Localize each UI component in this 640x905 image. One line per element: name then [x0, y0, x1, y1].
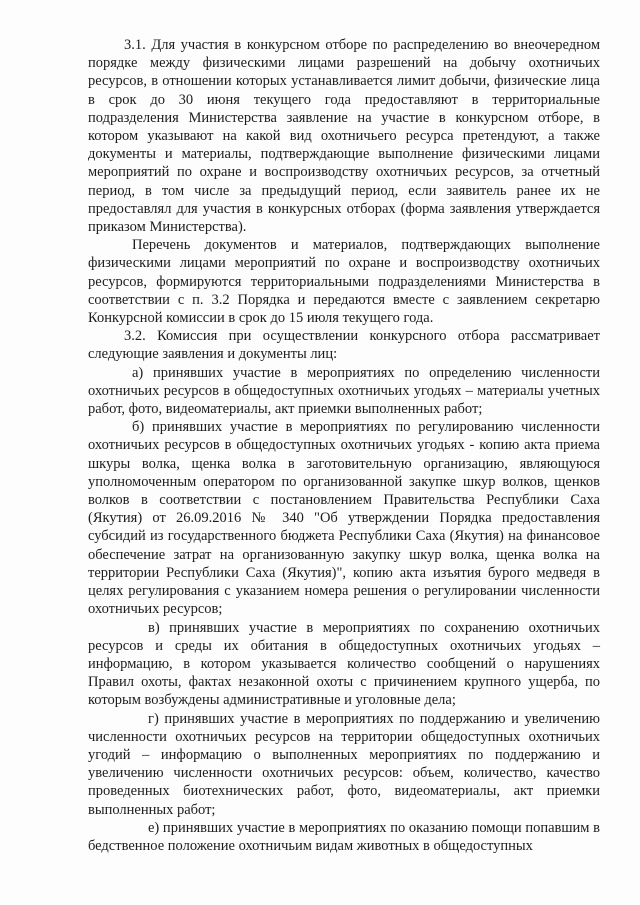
list-item-g: г) принявших участие в мероприятиях по поддержанию и увеличению численности охотничьих ресурсов на территории общедоступных охотничьих угодий – информацию о выполненных мероприятиях по поддержанию и увеличению численности охотничьих ресурсов: объем, количество, качество проведенных биотехнических работ, фото, видеоматериалы, акт приемки выполненных работ; [88, 710, 600, 818]
paragraph-list-of-documents: Перечень документов и материалов, подтверждающих выполнение физическими лицами мероприятий по охране и воспроизводству охотничьих ресурсов, формируются территориальными подразделениями Министерства в соответствии с п. 3.2 Порядка и передаются вместе с заявлением секретарю Конкурсной комиссии в срок до 15 июля текущего года. [88, 237, 600, 327]
paragraph-3-1: 3.1. Для участия в конкурсном отборе по распределению во внеочередном порядке между физическими лицами разрешений на добычу охотничьих ресурсов, в отношении которых устанавливается лимит добычи, физические лица в срок до 30 июня текущего года предоставляют в территориальные подразделения Министерства заявление на участие в конкурсном отборе, в котором указывают на какой вид охотничьего ресурса претендуют, а также документы и материалы, подтверждающие выполнение физическими лицами мероприятий по охране и воспроизводству охотничьих ресурсов, за отчетный период, в том числе за предыдущий период, если заявитель ранее их не предоставлял для участия в конкурсных отборах (форма заявления утверждается приказом Министерства). [88, 37, 600, 236]
list-item-a: а) принявших участие в мероприятиях по определению численности охотничьих ресурсов в общедоступных охотничьих угодьях – материалы учетных работ, фото, видеоматериалы, акт приемки выполненных работ; [88, 364, 600, 418]
document-body [88, 36, 600, 855]
list-item-v: в) принявших участие в мероприятиях по сохранению охотничьих ресурсов и среды их обитания в общедоступных охотничьих угодьях – информацию, в котором указывается количество сообщений о нарушениях Правил охоты, фактах незаконной охоты с причинением крупного ущерба, по которым возбуждены административные и уголовные дела; [88, 619, 600, 709]
list-item-e: е) принявших участие в мероприятиях по оказанию помощи попавшим в бедственное положение охотничьим видам животных в общедоступных [88, 819, 600, 854]
list-item-b: б) принявших участие в мероприятиях по регулированию численности охотничьих ресурсов в общедоступных охотничьих угодьях - копию акта приема шкуры волка, щенка волка в заготовительную организацию, являющуюся уполномоченным оператором по организованной закупке шкур волков, щенков волков в соответствии с постановлением Правительства Республики Саха (Якутия) от 26.09.2016 № 340 "Об утверждении Порядка предоставления субсидий из государственного бюджета Республики Саха (Якутия) на финансовое обеспечение затрат на организованную закупку шкур волка, щенка волка на территории Республики Саха (Якутия)", копию акта изъятия бурого медведя в целях регулирования с указанием номера решения о регулировании численности охотничьих ресурсов; [88, 419, 600, 618]
paragraph-3-2: 3.2. Комиссия при осуществлении конкурсного отбора рассматривает следующие заявления и документы лиц: [88, 328, 600, 363]
